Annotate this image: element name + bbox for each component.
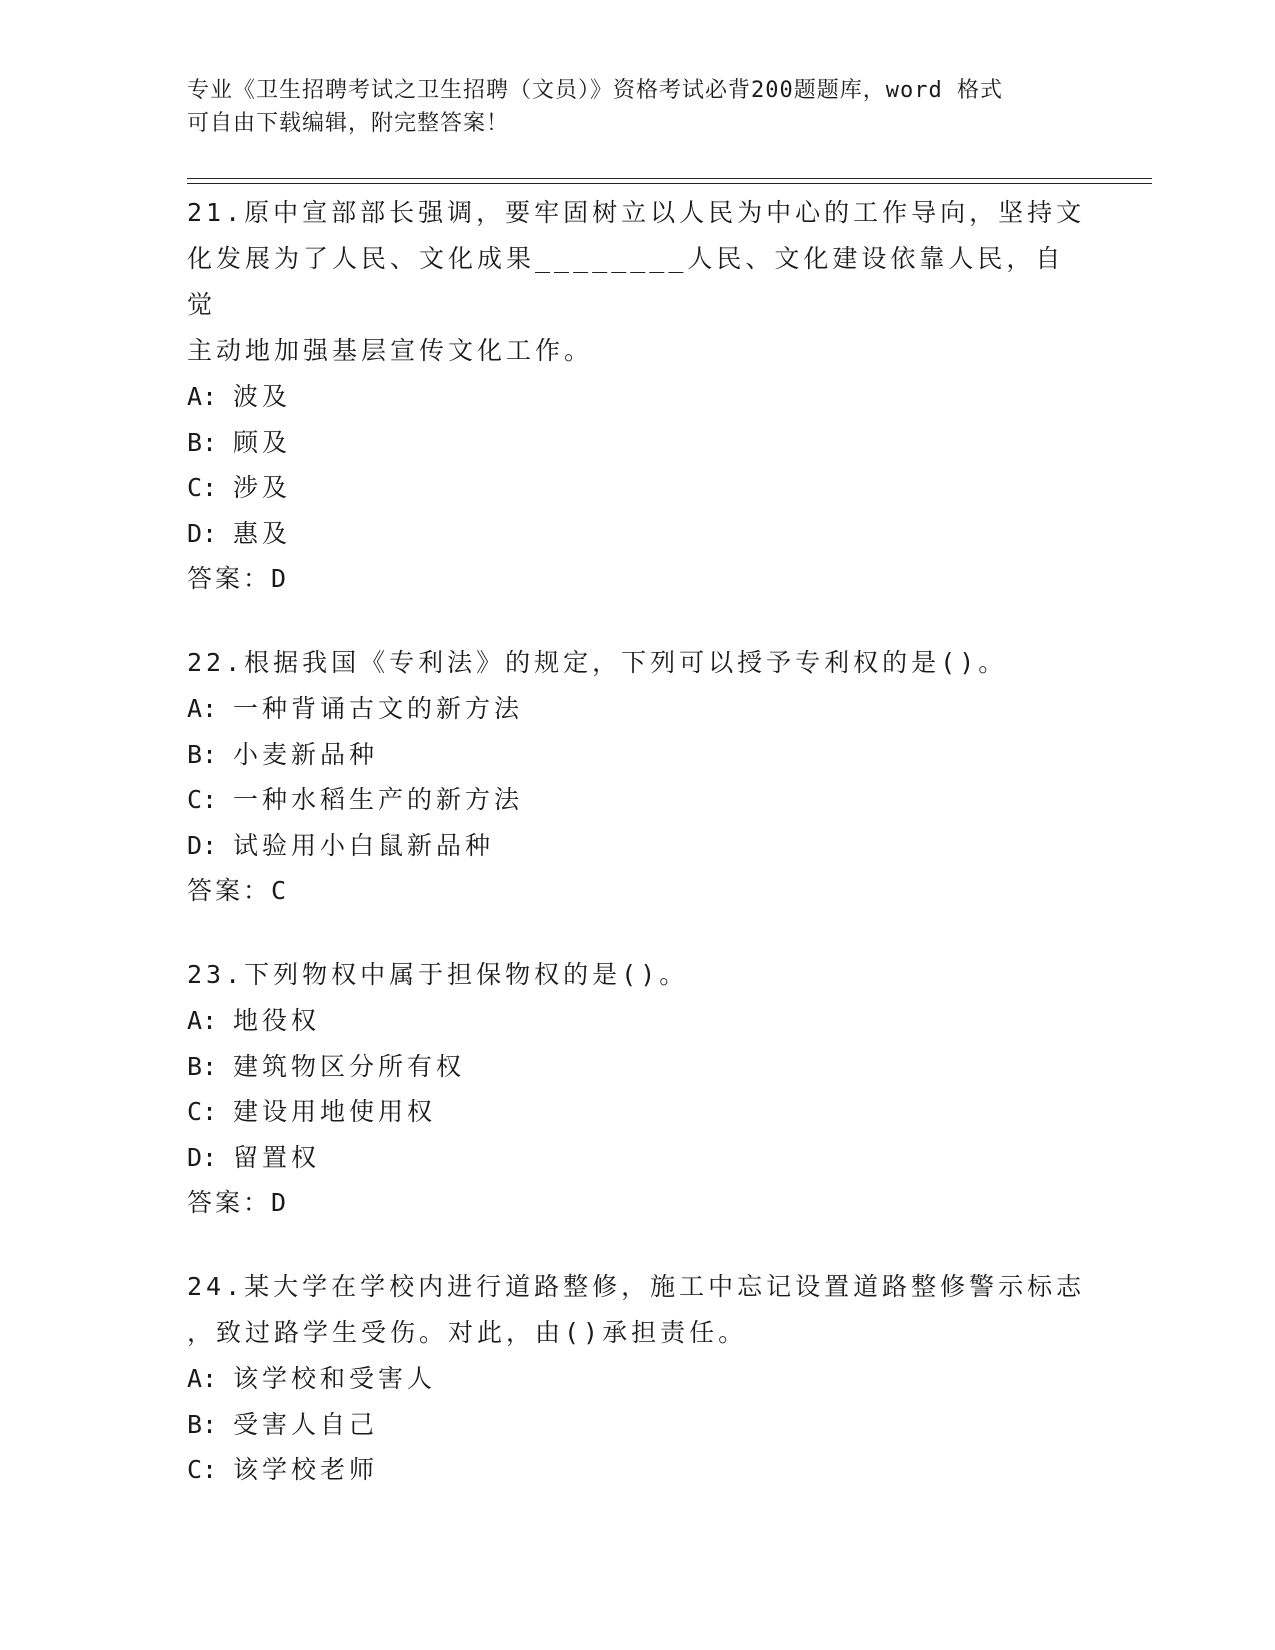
option-b — [187, 1402, 1087, 1448]
option-text: 该学校老师 — [233, 1455, 379, 1484]
question-stem-line: 化发展为了人民、文化成果________人民、文化建设依靠人民，自觉 — [187, 244, 1065, 319]
option-text: 波及 — [233, 382, 292, 411]
option-letter: A: — [187, 1364, 218, 1393]
question-stem — [187, 190, 1087, 374]
option-c — [187, 1089, 1087, 1135]
question-21 — [187, 190, 1087, 602]
option-letter: C: — [187, 473, 218, 502]
question-stem — [187, 640, 1087, 686]
option-text: 涉及 — [233, 473, 292, 502]
question-stem-line: 24.某大学在学校内进行道路整修，施工中忘记设置道路整修警示标志 — [187, 1272, 1086, 1301]
option-b — [187, 732, 1087, 778]
option-text: 顾及 — [233, 427, 292, 457]
option-text: 地役权 — [233, 1006, 321, 1035]
option-d — [187, 1135, 1087, 1181]
option-letter: A: — [187, 694, 218, 723]
option-text: 建筑物区分所有权 — [233, 1051, 466, 1081]
question-24 — [187, 1264, 1087, 1493]
document-header — [187, 74, 1067, 140]
option-letter: C: — [187, 1455, 218, 1484]
answer-value: C — [271, 876, 290, 905]
option-letter: B: — [187, 739, 218, 769]
option-letter: D: — [187, 830, 218, 860]
option-text: 受害人自己 — [233, 1409, 379, 1439]
question-stem-line: 21.原中宣部部长强调，要牢固树立以人民为中心的工作导向，坚持文 — [187, 198, 1086, 227]
option-a — [187, 686, 1087, 732]
option-text: 试验用小白鼠新品种 — [233, 830, 495, 860]
option-letter: A: — [187, 382, 218, 411]
header-line-2: 可自由下载编辑，附完整答案！ — [187, 111, 510, 136]
header-divider-top — [187, 178, 1152, 179]
answer-line — [187, 556, 1087, 602]
option-letter: B: — [187, 427, 218, 457]
header-divider-bottom — [187, 183, 1152, 184]
answer-value: D — [271, 564, 290, 593]
option-c — [187, 465, 1087, 511]
question-23 — [187, 952, 1087, 1226]
option-letter: A: — [187, 1006, 218, 1035]
option-letter: C: — [187, 785, 218, 814]
option-text: 留置权 — [233, 1142, 321, 1172]
option-text: 一种水稻生产的新方法 — [233, 785, 524, 814]
option-letter: D: — [187, 518, 218, 548]
answer-line — [187, 1180, 1087, 1226]
option-d — [187, 823, 1087, 869]
option-a — [187, 374, 1087, 420]
option-text: 一种背诵古文的新方法 — [233, 694, 524, 723]
question-stem-line: ，致过路学生受伤。对此，由()承担责任。 — [187, 1318, 748, 1347]
option-text: 惠及 — [233, 518, 292, 548]
answer-label: 答案： — [187, 1188, 272, 1217]
answer-label: 答案： — [187, 876, 272, 905]
option-letter: B: — [187, 1409, 218, 1439]
answer-value: D — [271, 1188, 290, 1217]
question-stem-line: 22.根据我国《专利法》的规定，下列可以授予专利权的是()。 — [187, 648, 1008, 677]
option-b — [187, 1044, 1087, 1090]
option-c — [187, 1447, 1087, 1493]
option-b — [187, 420, 1087, 466]
option-text: 小麦新品种 — [233, 739, 379, 769]
question-22 — [187, 640, 1087, 914]
question-stem-line: 23.下列物权中属于担保物权的是()。 — [187, 960, 689, 989]
option-c — [187, 777, 1087, 823]
option-letter: B: — [187, 1051, 218, 1081]
question-stem — [187, 1264, 1087, 1356]
option-letter: C: — [187, 1097, 218, 1126]
option-letter: D: — [187, 1142, 218, 1172]
header-line-1: 专业《卫生招聘考试之卫生招聘（文员）》资格考试必背200题题库，word 格式 — [187, 78, 1003, 103]
option-text: 该学校和受害人 — [233, 1364, 437, 1393]
question-stem — [187, 952, 1087, 998]
option-d — [187, 511, 1087, 557]
answer-line — [187, 868, 1087, 914]
option-a — [187, 1356, 1087, 1402]
question-list — [187, 190, 1087, 1531]
question-stem-line: 主动地加强基层宣传文化工作。 — [187, 336, 594, 365]
option-a — [187, 998, 1087, 1044]
option-text: 建设用地使用权 — [233, 1097, 437, 1126]
answer-label: 答案： — [187, 564, 272, 593]
